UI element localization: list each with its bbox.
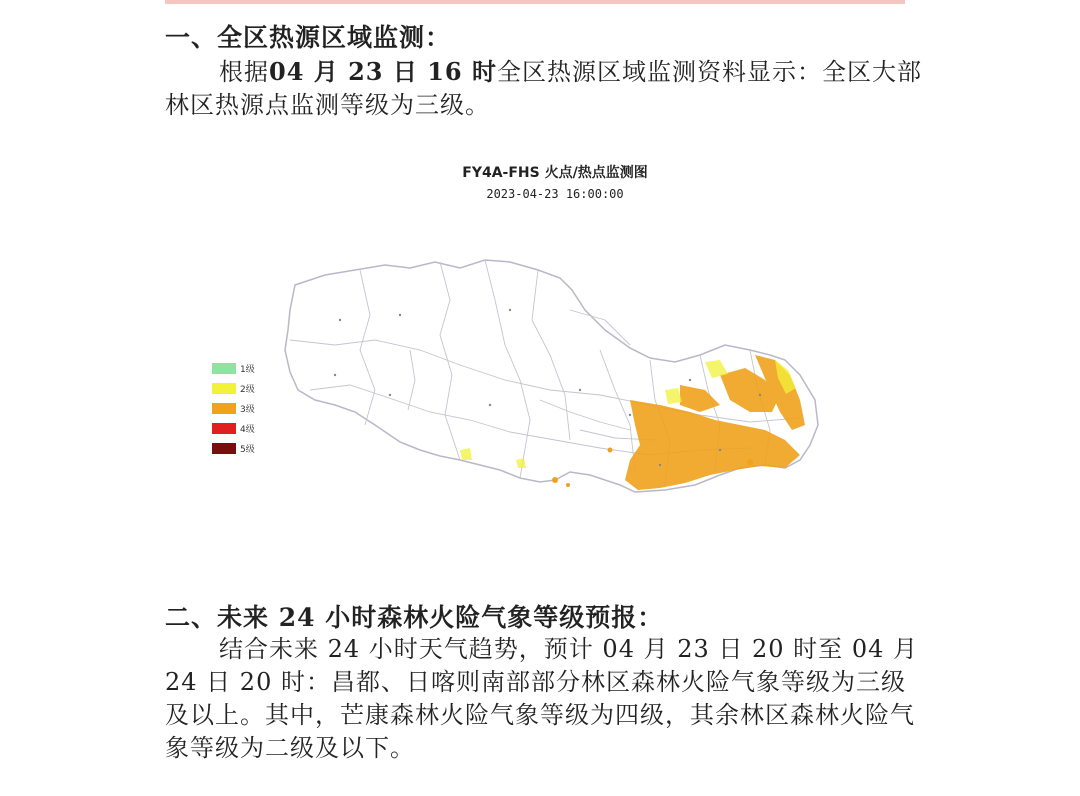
map-svg [160, 150, 950, 585]
map-title: FY4A-FHS 火点/热点监测图 [462, 165, 648, 181]
section-2-paragraph [165, 633, 925, 765]
top-divider [165, 0, 905, 4]
legend-label: 1级 [240, 364, 255, 375]
section-2-title: 二、未来 24 小时森林火险气象等级预报： [165, 603, 664, 632]
map-timestamp: 2023-04-23 16:00:00 [486, 187, 624, 201]
fire-monitoring-map [160, 150, 950, 585]
legend-swatch [212, 403, 236, 414]
legend-label: 4级 [240, 424, 255, 435]
legend-item [212, 438, 255, 458]
legend-item [212, 378, 255, 398]
map-legend [212, 358, 255, 458]
para-date: 04 月 23 日 16 时 [269, 57, 497, 86]
section-1-title: 一、全区热源区域监测： [165, 23, 452, 52]
section-1-paragraph [165, 55, 925, 122]
legend-swatch [212, 423, 236, 434]
legend-label: 3级 [240, 404, 255, 415]
legend-item [212, 398, 255, 418]
legend-swatch [212, 443, 236, 454]
legend-label: 5级 [240, 444, 255, 455]
legend-swatch [212, 383, 236, 394]
legend-label: 2级 [240, 384, 255, 395]
legend-item [212, 418, 255, 438]
legend-item [212, 358, 255, 378]
section-2-text: 结合未来 24 小时天气趋势，预计 04 月 23 日 20 时至 04 月 24 日 20 时：昌都、日喀则南部部分林区森林火险气象等级为三级及以上。其中，芒康森林火险气象等级为四级，其余林区森林火险气象等级为二级及以下。 [165, 635, 918, 762]
para-rest: 全区热源区域监测资料显示：全区大部林区热源点监测等级为三级。 [165, 58, 922, 119]
para-lead: 根据 [219, 58, 269, 86]
legend-swatch [212, 363, 236, 374]
